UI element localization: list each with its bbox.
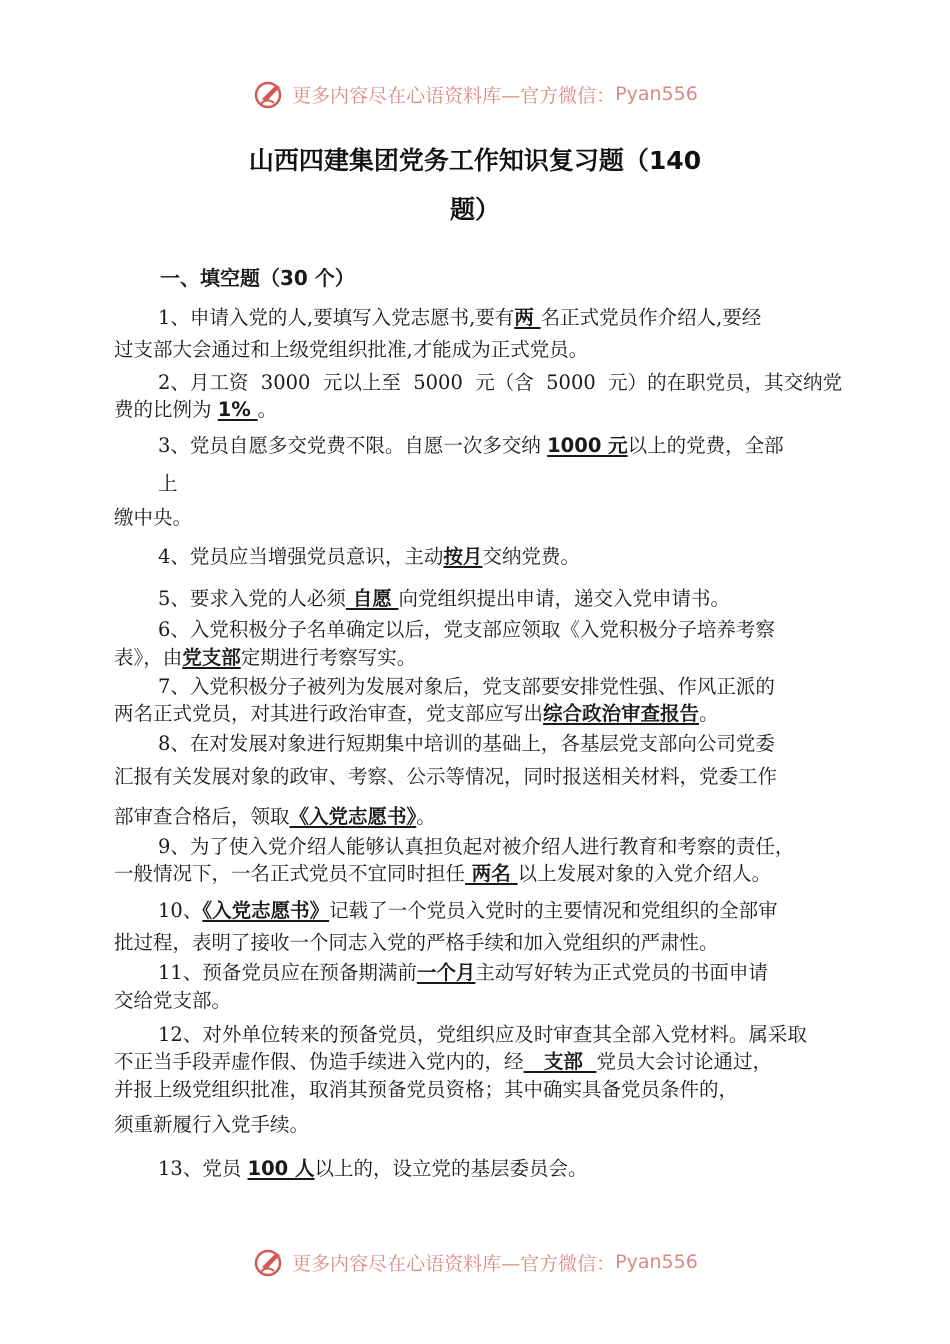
answer-3: 1000 元 xyxy=(547,434,628,457)
answer-12: 支部 xyxy=(523,1050,597,1073)
question-7-cont: 两名正式党员，对其进行政治审查，党支部应写出综合政治审查报告。 xyxy=(114,702,719,725)
question-10: 10、《入党志愿书》记载了一个党员入党时的主要情况和党组织的全部审 xyxy=(158,899,778,922)
watermark-footer xyxy=(0,1242,950,1282)
answer-13: 100 人 xyxy=(247,1157,315,1180)
question-9: 9、为了使入党介绍人能够认真担负起对被介绍人进行教育和考察的责任， xyxy=(158,835,795,858)
question-8: 8、在对发展对象进行短期集中培训的基础上，各基层党支部向公司党委 xyxy=(158,732,775,755)
question-4: 4、党员应当增强党员意识，主动按月交纳党费。 xyxy=(158,545,580,568)
question-6: 6、入党积极分子名单确定以后，党支部应领取《入党积极分子培养考察 xyxy=(158,618,775,641)
question-10-cont: 批过程，表明了接收一个同志入党的严格手续和加入党组织的严肃性。 xyxy=(114,931,719,954)
question-3-cont: 上 xyxy=(158,472,178,495)
question-2: 2、月工资 3000 元以上至 5000 元（含 5000 元）的在职党员，其交纳党 xyxy=(158,371,843,394)
question-5: 5、要求入党的人必须 自愿 向党组织提出申请，递交入党申请书。 xyxy=(158,587,731,610)
answer-11: 一个月 xyxy=(416,961,476,984)
answer-5: 自愿 xyxy=(345,587,399,610)
pen-seal-icon xyxy=(252,77,286,111)
answer-2: 1% xyxy=(217,398,258,421)
document-title-line2: 题） xyxy=(449,195,500,224)
watermark-wechat: Pyan556 xyxy=(615,83,698,105)
question-12-cont: 不正当手段弄虚作假、伪造手续进入党内的，经 支部 党员大会讨论通过， xyxy=(114,1050,772,1073)
question-13: 13、党员 100 人以上的，设立党的基层委员会。 xyxy=(158,1157,588,1180)
question-2-cont: 费的比例为 1% 。 xyxy=(114,398,278,421)
watermark-header xyxy=(0,74,950,114)
question-8-cont2: 部审查合格后，领取《入党志愿书》。 xyxy=(114,805,436,828)
question-3-cont2: 缴中央。 xyxy=(114,506,193,529)
answer-10: 《入党志愿书》 xyxy=(202,899,330,922)
question-1-cont: 过支部大会通过和上级党组织批准,才能成为正式党员。 xyxy=(114,338,589,361)
watermark-wechat: Pyan556 xyxy=(615,1251,698,1273)
pen-seal-icon xyxy=(252,1245,286,1279)
section-heading: 一、填空题（30 个） xyxy=(160,266,355,290)
watermark-text: 更多内容尽在心语资料库—官方微信： xyxy=(292,1252,616,1275)
question-1: 1、申请入党的人,要填写入党志愿书,要有两 名正式党员作介绍人,要经 xyxy=(158,306,762,329)
answer-6: 党支部 xyxy=(182,646,241,669)
question-3: 3、党员自愿多交党费不限。自愿一次多交纳 1000 元以上的党费，全部 xyxy=(158,434,784,457)
question-6-cont: 表》，由党支部定期进行考察写实。 xyxy=(114,646,417,669)
question-7: 7、入党积极分子被列为发展对象后，党支部要安排党性强、作风正派的 xyxy=(158,675,775,698)
document-title: 山西四建集团党务工作知识复习题（140 xyxy=(248,146,702,175)
answer-7: 综合政治审查报告 xyxy=(543,702,700,725)
question-8-cont: 汇报有关发展对象的政审、考察、公示等情况，同时报送相关材料，党委工作 xyxy=(114,765,778,788)
answer-1: 两 xyxy=(514,306,541,329)
watermark-text: 更多内容尽在心语资料库—官方微信： xyxy=(292,84,616,107)
question-12: 12、对外单位转来的预备党员，党组织应及时审查其全部入党材料。属采取 xyxy=(158,1023,807,1046)
question-9-cont: 一般情况下，一名正式党员不宜同时担任 两名 以上发展对象的入党介绍人。 xyxy=(114,862,772,885)
question-11: 11、预备党员应在预备期满前一个月主动写好转为正式党员的书面申请 xyxy=(158,961,768,984)
answer-4: 按月 xyxy=(443,545,483,568)
answer-9: 两名 xyxy=(465,862,518,885)
question-11-cont: 交给党支部。 xyxy=(114,989,232,1012)
question-12-cont2: 并报上级党组织批准，取消其预备党员资格；其中确实具备党员条件的， xyxy=(114,1078,739,1101)
question-12-cont3: 须重新履行入党手续。 xyxy=(114,1113,310,1136)
answer-8: 《入党志愿书》 xyxy=(289,805,417,828)
